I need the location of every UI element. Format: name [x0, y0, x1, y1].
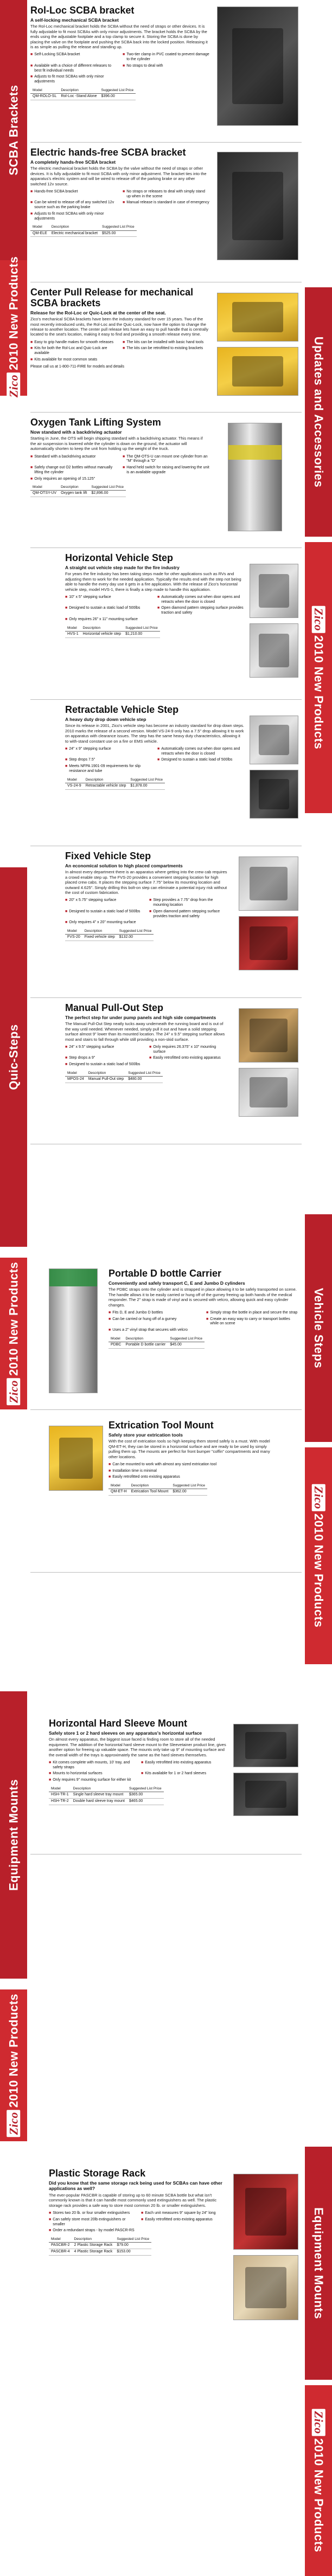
table-row: HSH-TR-2 Double hard sleeve tray mount $465.00: [49, 1798, 164, 1805]
center-pull-photo-1: [217, 293, 298, 342]
feature-list: [108, 1463, 271, 1480]
product-subtitle: Now standard with a backdriving actuator: [30, 429, 122, 435]
product-description: With the cost of extrication tools so high keeping them stored safely is a must. With model QM-ET-H, they can be stored in a horizontal surface and are ready to be used by simply pulling them up. The mounts are perfect for front bumper "coffin" compartments and many other locations.: [108, 1439, 270, 1459]
feature-item: ■ 10" x 5" stepping surface: [65, 595, 111, 599]
spec-table: Model Description Suggested List Price QM-OTSY-UV Oxygen tank lift $2,896.00: [30, 485, 126, 497]
product-subtitle: Conveniently and safely transport C, E and Jumbo D cylinders: [108, 1280, 245, 1286]
band-new-products-6: [305, 2385, 332, 2576]
hard-sleeve-photo-2: [233, 1773, 298, 1816]
feature-item: ■ Only requires 26" x 11" mounting surface: [65, 617, 138, 621]
section-divider: [30, 699, 302, 700]
band-label: Zico2010 New Products: [311, 2409, 326, 2553]
pull-out-step-photo-2: [239, 1068, 298, 1117]
feature-item: ■ The kits can be installed with basic hand tools: [123, 340, 204, 344]
table-row: QM-ELE Electric mechanical bracket $525.00: [30, 230, 137, 237]
product-subtitle: A straight out vehicle step made for the fire industry: [65, 564, 180, 570]
product-horizontal-step: [65, 553, 244, 638]
product-oxygen-lift: [30, 417, 209, 497]
table-row: QM-ET-H Extrication Tool Mount $362.00: [108, 1489, 207, 1496]
band-quic-steps: [0, 867, 27, 1247]
feature-item: ■ Fits D, E and Jumbo D bottles: [108, 1310, 163, 1315]
band-label: Quic-Steps: [7, 1024, 21, 1090]
feature-item: ■ Safely change out O2 bottles without manually lifting the cylinder: [30, 466, 113, 474]
product-center-pull: [30, 287, 209, 369]
extrication-mount-photo: [49, 1426, 103, 1491]
product-plastic-storage-rack: [49, 2168, 228, 2256]
band-label: Vehicle Steps: [311, 1287, 325, 1369]
zico-logo: Zico: [312, 2409, 325, 2436]
feature-list: [30, 53, 209, 85]
feature-item: ■ Easily retrofitted onto existing apparatus: [108, 1475, 180, 1479]
product-electric-scba: [30, 147, 209, 237]
zico-logo: Zico: [312, 606, 325, 633]
product-title: Plastic Storage Rack: [49, 2168, 146, 2179]
product-subtitle: A completely hands-free SCBA bracket: [30, 159, 116, 165]
feature-item: ■ Open diamond pattern stepping surface provides traction and safety: [157, 606, 244, 615]
product-description: For years the fire industry has been taking steps made for other applications such as RVs and adjusting them to work for the needed application. Typically the results end with the step not being able to handle the every day use it gets in a fire application. With the release of Zico's horizontal vehicle step, model HVS-1, there is finally a step made to handle this application.: [65, 571, 241, 592]
feature-item: ■ 20" x 5.75" stepping surface: [65, 898, 117, 903]
product-title: Horizontal Hard Sleeve Mount: [49, 1718, 188, 1729]
feature-item: ■ Can be mounted to work with almost any sized extrication tool: [108, 1462, 217, 1466]
product-subtitle: Release for the Rol-Loc or Quic-Lock at the center of the seat.: [30, 310, 166, 315]
feature-item: ■ Only requires 4" x 20" mounting surface: [65, 920, 136, 925]
product-description: The Rol-Loc mechanical bracket holds the SCBA without the need of straps or other devices. It is fully adjustable to fit most SCBAs with only minor adjustments. The bracket holds the SCBA by the ends using the adjustable footplate and a top clamp to secure it. Storing the SCBA is done by placing the valve on the footplate and pushing the SCBA back into the locked position. Releasing it is as simple as pulling the release and standing up.: [30, 24, 208, 49]
feature-item: ■ Can be carried or hung off of a gurney: [108, 1317, 177, 1321]
feature-item: ■ The kits can be retrofitted to existing brackets: [123, 346, 203, 351]
product-title: Retractable Vehicle Step: [65, 704, 179, 715]
feature-item: ■ Simply strap the bottle in place and secure the strap: [206, 1310, 298, 1315]
feature-item: ■ Step provides a 7.75" drop from the mounting location: [149, 898, 213, 907]
feature-list: [65, 1045, 228, 1067]
feature-item: ■ No straps or releases to deal with simply stand up when in the scene: [123, 189, 205, 198]
zico-logo: Zico: [312, 1484, 325, 1511]
zico-logo: Zico: [7, 372, 20, 400]
feature-item: ■ 24" x 9.5" stepping surface: [65, 1045, 114, 1049]
horizontal-step-photo-1: [250, 564, 298, 618]
section-divider: [30, 142, 302, 143]
product-title: Electric hands-free SCBA bracket: [30, 147, 186, 158]
feature-item: ■ Easy to grip handle makes for smooth releases: [30, 340, 114, 344]
spec-table: Model Description Suggested List Price PDBC Portable D bottle carrier $45.00: [108, 1336, 205, 1349]
product-d-bottle-carrier: [108, 1268, 298, 1349]
feature-item: ■ Open diamond pattern stepping surface provides traction and safety: [149, 909, 220, 918]
band-new-products-4: [305, 542, 332, 813]
oxygen-lift-photo: [228, 423, 282, 531]
spec-table: Model Description Suggested List Price HVS-1 Horizontal vehicle step $1,210.00: [65, 626, 160, 638]
feature-item: ■ Stores two 20 lb. or four smaller extinguishers: [49, 2211, 130, 2216]
storage-rack-photo-2: [233, 2255, 298, 2320]
product-title: Manual Pull-Out Step: [65, 1002, 164, 1013]
product-title: Fixed Vehicle Step: [65, 851, 151, 861]
product-subtitle: The perfect step for under pump panels and high side compartments: [65, 1014, 216, 1020]
product-title: Oxygen Tank Lifting System: [30, 417, 161, 428]
feature-list: [30, 340, 209, 363]
feature-item: ■ Hands-free SCBA bracket: [30, 189, 78, 194]
feature-item: ■ Can safely store most 20lb extinguishers or smaller: [49, 2217, 126, 2226]
feature-item: ■ Automatically comes out when door opens and retracts when the door is closed: [157, 595, 240, 604]
spec-table: Model Description Suggested List Price QM-ELE Electric mechanical bracket $525.00: [30, 224, 137, 237]
band-new-products-1: [0, 256, 27, 398]
product-title: Rol-Loc SCBA bracket: [30, 5, 135, 16]
band-label: SCBA Brackets: [7, 85, 21, 176]
feature-item: ■ Easily retrofitted onto existing apparatus: [149, 1056, 221, 1060]
band-vehicle-steps: [305, 1214, 332, 1442]
spec-table: Model Description Suggested List Price QM-ET-H Extrication Tool Mount $362.00: [108, 1483, 207, 1496]
band-scba-brackets: [0, 0, 27, 260]
feature-item: ■ The QM-OTS-U can mount one cylinder from an "M" through a "D": [123, 454, 208, 463]
product-subtitle: Safely store 1 or 2 hard sleeves on any apparatus's horizontal surface: [49, 1730, 202, 1736]
hard-sleeve-photo-1: [233, 1724, 298, 1767]
table-row: HSH-TR-1 Single hard sleeve tray mount $365.00: [49, 1792, 164, 1799]
product-description: The PDBC straps onto the cylinder and is strapped in place allowing it to be safely transported on scene. The handle allows it to be easily carried or hung off of the gurney freeing up both hands of the medical responder. The 2" strap is made of vinyl and is secured with velcro, allowing quick and easy cylinder changes.: [108, 1287, 297, 1308]
feature-item: ■ No straps to deal with: [123, 63, 163, 68]
feature-item: ■ Each unit measures 9" square by 24" long: [141, 2211, 216, 2216]
feature-item: ■ Mounts to horizontal surfaces: [49, 1772, 103, 1776]
feature-item: ■ Kits for both the Rol-Loc and Quic-Lock are available: [30, 346, 107, 356]
feature-item: ■ Installation time is minimal: [108, 1469, 157, 1473]
product-manual-pull-out: [65, 1003, 228, 1083]
table-row: QM-OTSY-UV Oxygen tank lift $2,896.00: [30, 491, 126, 497]
product-subtitle: A self-locking mechanical SCBA bracket: [30, 17, 119, 23]
product-subtitle: Safely store your extrication tools: [108, 1432, 183, 1438]
spec-table: Model Description Suggested List Price MPOS-24 Manual Pull-Out step $480.00: [65, 1071, 163, 1083]
retractable-step-photo-1: [250, 716, 298, 764]
pull-out-step-photo-1: [239, 1008, 298, 1062]
table-row: PDBC Portable D bottle carrier $45.00: [108, 1342, 205, 1349]
band-label: Zico2010 New Products: [6, 1262, 21, 1406]
rol-loc-photo: [217, 7, 298, 126]
feature-item: ■ Standard with a backdriving actuator: [30, 454, 96, 459]
product-rol-loc: [30, 5, 209, 100]
feature-list: [49, 2211, 228, 2233]
feature-item: ■ Kit comes complete with mounts, 10' tray, and safety straps: [49, 1760, 130, 1769]
table-row: MPOS-24 Manual Pull-Out step $480.00: [65, 1077, 163, 1083]
feature-item: ■ Create an easy way to carry or transport bottles while on scene: [206, 1317, 290, 1326]
section-divider: [30, 1409, 302, 1410]
spec-table: Model Description Suggested List Price HSH-TR-1 Single hard sleeve tray mount $365.00 HSH-TR-2 Double hard sleeve tray mount $465.00: [49, 1786, 164, 1805]
feature-item: ■ Can be wired to release off of any switched 12v source such as the parking brake: [30, 201, 114, 210]
feature-item: ■ Self-Locking SCBA bracket: [30, 53, 80, 57]
feature-list: [30, 190, 209, 222]
feature-item: ■ Designed to sustain a static load of 500lbs: [65, 606, 141, 610]
band-label: Updates and Accessories: [311, 336, 325, 488]
product-title: Extrication Tool Mount: [108, 1420, 214, 1431]
feature-item: ■ Designed to sustain a static load of 500lbs: [157, 758, 233, 762]
storage-rack-photo-1: [233, 2174, 298, 2250]
product-description: The Manual Pull-Out Step neatly tucks away underneath the running board and is out of the way until needed. Whenever needed, simply pull it out and have a solid stepping surface almost 9" lower than its mounted location. The 24" x 9.5" stepping surface allows most and stairs to fall through while still providing a non-skid surface.: [65, 1021, 225, 1042]
section-divider: [30, 997, 302, 998]
band-updates: [305, 287, 332, 537]
section-divider: [30, 1572, 302, 1573]
contact-note: Please call us at 1-800-711-FIRE for models and details: [30, 364, 125, 369]
band-new-products-2: [0, 1258, 27, 1409]
retractable-step-photo-2: [250, 770, 298, 819]
band-new-products-3: [0, 1989, 27, 2141]
feature-item: ■ Easily retrofitted onto existing apparatus: [141, 2217, 213, 2221]
table-row: HVS-1 Horizontal vehicle step $1,210.00: [65, 631, 160, 637]
band-equipment-mounts: [0, 1691, 27, 1979]
feature-item: ■ Order a redundant straps - by model PASCR-RS: [49, 2229, 135, 2233]
product-fixed-step: [65, 851, 228, 941]
table-row: QM-ROLO-SL Rol-Loc -Stand Alone $396.00: [30, 93, 136, 100]
band-label: Zico2010 New Products: [6, 256, 21, 400]
fixed-step-photo-1: [239, 856, 298, 911]
spec-table: Model Description Suggested List Price VS-24-9 Retractable vehicle step $1,878.00: [65, 777, 165, 790]
product-title: Horizontal Vehicle Step: [65, 552, 174, 563]
fixed-step-photo-2: [239, 916, 298, 970]
feature-item: ■ Step drops 7.5": [65, 758, 95, 762]
product-description: On almost every apparatus, the biggest issue faced is finding room to store all of the needed equipment. The addition of the horizontal hard sleeve mount to the Sleevetainer product line, gives another option for freeing up valuable space. The mounts only take up 9" of mounting surface and the overall width of the trays is approximately the same as the hard sleeves themselves.: [49, 1737, 226, 1757]
feature-item: ■ Manual release is standard in case of emergency: [123, 201, 209, 205]
band-equipment-mounts-right: [305, 2147, 332, 2380]
product-hard-sleeve-mount: [49, 1718, 228, 1805]
product-description: Starting in June, the OTS will begin shipping standard with a backdriving actuator. This means if the air suspension is lowered while the cylinder is down on the ground, the actuator will automatically shorten to keep the unit from holding up the weight of the truck.: [30, 436, 203, 452]
feature-list: [30, 455, 209, 482]
band-label: Equipment Mounts: [311, 2207, 325, 2319]
feature-item: ■ Two-tier clamp in PVC coated to prevent damage to the cylinder: [123, 53, 209, 62]
feature-item: ■ Meets NFPA 1901-09 requirements for slip resistance and tube: [65, 764, 141, 773]
band-label: Zico2010 New Products: [6, 1994, 21, 2137]
product-description: In almost every department there is an apparatus where getting into the crew cab requires a crowd enable step up. The FVS-20 provides a convenient stepping location for high placed crew cabs. It places the stepping surface 7.75" below its mounting location and outward 4.625". Simply drilling this bolt-on step can eliminate a potential injury risk without the cost of custom fabrication.: [65, 870, 227, 895]
feature-item: ■ Easily retrofitted into existing apparatus: [141, 1760, 212, 1764]
table-row: FVS-20 Fixed vehicle step $132.00: [65, 935, 154, 941]
feature-item: ■ Adjusts to fit most SCBAs with only minor adjustments: [30, 75, 104, 84]
feature-item: ■ Only requires an opening of 15.125": [30, 476, 95, 481]
feature-list: [65, 747, 244, 774]
spec-table: Model Description Suggested List Price FVS-20 Fixed vehicle step $132.00: [65, 929, 154, 941]
electric-bracket-photo: [217, 152, 298, 260]
horizontal-step-photo-2: [250, 623, 298, 678]
product-description: Zico's mechanical SCBA brackets have been the industry standard for over 15 years. Two of the most recently introduced units, the Rol-Loc and the Quic-Lock, now have the option to change the release to another location. The center pull release lets have an easy to pull handle that is centrally located to the seat's location, making it easy to find and providing a smooth release every time.: [30, 317, 208, 337]
band-new-products-5: [305, 1447, 332, 1664]
product-description: The ever-popular PASCBR is capable of storing up to 60 minute SCBA bottle but what isn't commonly known is that it can handle most commonly used extinguishers as well. The plastic storage rack provides a safe way to store most common 20 lb. or smaller extinguishers.: [49, 2193, 217, 2208]
product-description: The electric mechanical bracket holds the SCBA by the valve without the need of straps or other devices. It is fully adjustable to fit most SCBA with only minor adjustment. The bracket ties into the apparatus's electric system and will be wired to release off of the parking brake or any other switched 12v source.: [30, 166, 207, 186]
product-retractable-step: [65, 705, 244, 790]
table-row: VS-24-9 Retractable vehicle step $1,878.00: [65, 783, 165, 789]
product-subtitle: An economical solution to high placed compartments: [65, 862, 183, 868]
feature-item: ■ Designed to sustain a static load of 500lbs: [65, 1062, 141, 1067]
feature-item: ■ Step drops a 9": [65, 1056, 95, 1060]
feature-item: ■ Designed to sustain a static load of 500lbs: [65, 909, 141, 913]
feature-list: [49, 1761, 228, 1783]
band-label: Zico2010 New Products: [311, 1484, 326, 1628]
product-description: Since its release in 2001, Zico's vehicle step has become an industry standard for drop down steps. 2010 marks the release of a second version. Model VS-24-9 only has a 7.5" drop allowing it to work on apparatus with clearance issues. The step has the same heavy duty characteristics, allowing it to with-stand constant use on a fire or EMS vehicle.: [65, 723, 244, 744]
feature-list: [65, 595, 244, 622]
spec-table: Model Description Suggested List Price PASCBR-2 2 Plastic Storage Rack $79.00 PASCBR-4 4 Plastic Storage Rack $153.00: [49, 2237, 151, 2256]
spec-table: Model Description Suggested List Price QM-ROLO-SL Rol-Loc -Stand Alone $396.00: [30, 88, 136, 100]
product-title: Portable D bottle Carrier: [108, 1268, 222, 1279]
feature-item: ■ Adjusts to fit most SCBAs with only minor adjustments: [30, 211, 104, 221]
table-row: PASCBR-4 4 Plastic Storage Rack $153.00: [49, 2249, 151, 2256]
product-subtitle: Did you know that the same storage rack being used for SCBAs can have other applications as well?: [49, 2180, 222, 2192]
feature-item: ■ Uses a 2" vinyl strap that secures with velcro: [108, 1328, 188, 1332]
feature-item: ■ 24" x 9" stepping surface: [65, 746, 111, 751]
feature-item: ■ Available with a choice of different releases to best fit individual needs: [30, 63, 112, 73]
feature-item: ■ Kits available for most common seats: [30, 357, 98, 362]
zico-logo: Zico: [7, 1378, 20, 1405]
band-label: Equipment Mounts: [7, 1779, 21, 1891]
feature-item: ■ Kits available for 1 or 2 hard sleeves: [141, 1772, 207, 1776]
feature-item: ■ Hand held switch for raising and lowering the unit is an available upgrade: [123, 466, 209, 474]
center-pull-photo-2: [217, 347, 298, 396]
feature-item: ■ Only requires 9" mounting surface for either kit: [49, 1778, 131, 1782]
zico-logo: Zico: [7, 2110, 20, 2137]
d-bottle-carrier-photo: [49, 1268, 98, 1393]
feature-list: [108, 1311, 298, 1333]
feature-item: ■ Only requires 26.375" x 10" mounting surface: [149, 1045, 216, 1054]
product-title: Center Pull Release for mechanical SCBA brackets: [30, 287, 194, 308]
feature-list: [65, 898, 228, 925]
product-subtitle: A heavy duty drop down vehicle step: [65, 716, 146, 722]
section-divider: [30, 412, 302, 413]
product-extrication-mount: [108, 1420, 271, 1496]
band-label: Zico2010 New Products: [311, 606, 326, 750]
feature-item: ■ Automatically comes out when door opens and retracts when the door is closed: [157, 746, 240, 756]
table-row: PASCBR-2 2 Plastic Storage Rack $79.00: [49, 2243, 151, 2249]
